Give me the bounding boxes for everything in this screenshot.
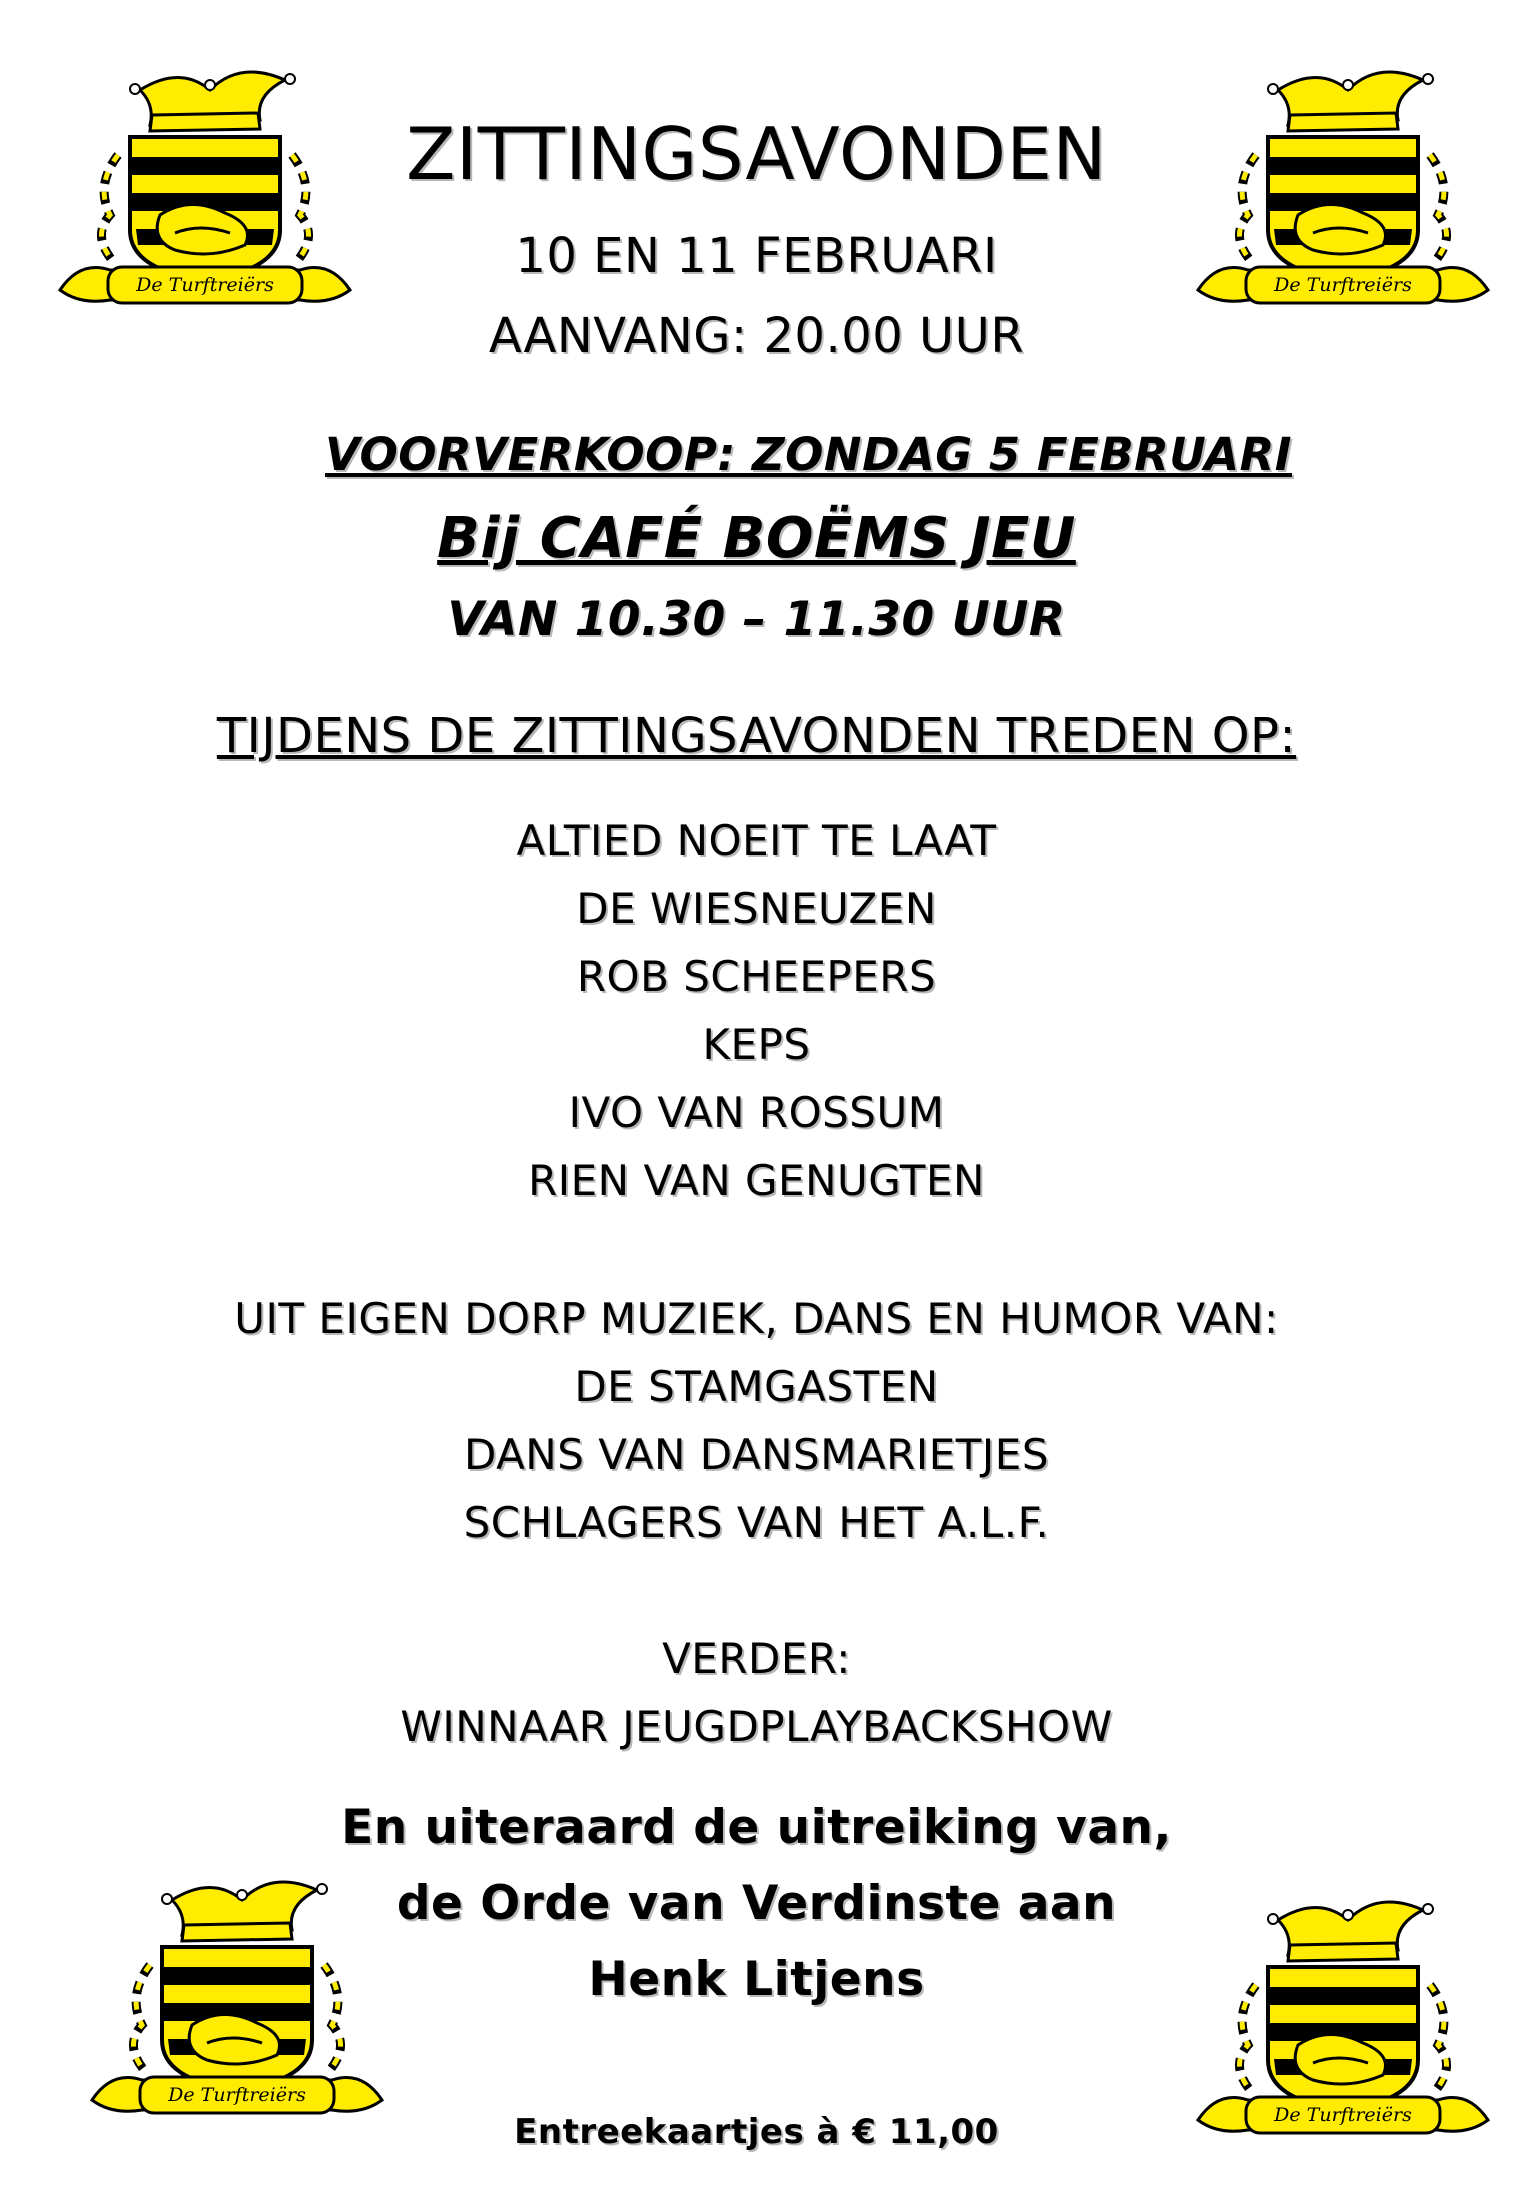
performer-item: IVO VAN ROSSUM [568, 1088, 945, 1137]
event-dates: 10 EN 11 FEBRUARI [515, 228, 998, 284]
award-line: de Orde van Verdinste aan [396, 1876, 1117, 1931]
performer-item: ROB SCHEEPERS [576, 952, 937, 1001]
presale-location: Bij CAFÉ BOËMS JEU [437, 506, 1076, 571]
banner-icon [92, 2077, 382, 2113]
page-title: ZITTINGSAVONDEN [406, 112, 1107, 196]
start-time: AANVANG: 20.00 UUR [488, 308, 1025, 364]
logo-label: De Turftreiërs [136, 274, 274, 296]
performer-item: ALTIED NOEIT TE LAAT [516, 816, 997, 865]
award-line: En uiteraard de uitreiking van, [341, 1800, 1172, 1855]
logo-label: De Turftreiërs [168, 2084, 306, 2106]
award-recipient: Henk Litjens [588, 1952, 925, 2007]
ticket-price: Entreekaartjes à € 11,00 [514, 2112, 999, 2152]
presale-hours: VAN 10.30 – 11.30 UUR [447, 592, 1066, 647]
logo-label: De Turftreiërs [1274, 274, 1412, 296]
local-act-item: DE STAMGASTEN [574, 1362, 939, 1411]
performer-item: DE WIESNEUZEN [576, 884, 937, 933]
performers-heading: TIJDENS DE ZITTINGSAVONDEN TREDEN OP: [216, 708, 1297, 764]
performer-item: RIEN VAN GENUGTEN [528, 1156, 985, 1205]
local-act-item: DANS VAN DANSMARIETJES [463, 1430, 1050, 1479]
performer-item: KEPS [702, 1020, 811, 1069]
further-heading: VERDER: [662, 1634, 851, 1683]
presale-heading: VOORVERKOOP: ZONDAG 5 FEBRUARI [324, 428, 1293, 481]
local-heading: UIT EIGEN DORP MUZIEK, DANS EN HUMOR VAN: [234, 1294, 1279, 1343]
logo-label: De Turftreiërs [1274, 2104, 1412, 2126]
further-act-item: WINNAAR JEUGDPLAYBACKSHOW [400, 1702, 1113, 1751]
local-act-item: SCHLAGERS VAN HET A.L.F. [463, 1498, 1050, 1547]
